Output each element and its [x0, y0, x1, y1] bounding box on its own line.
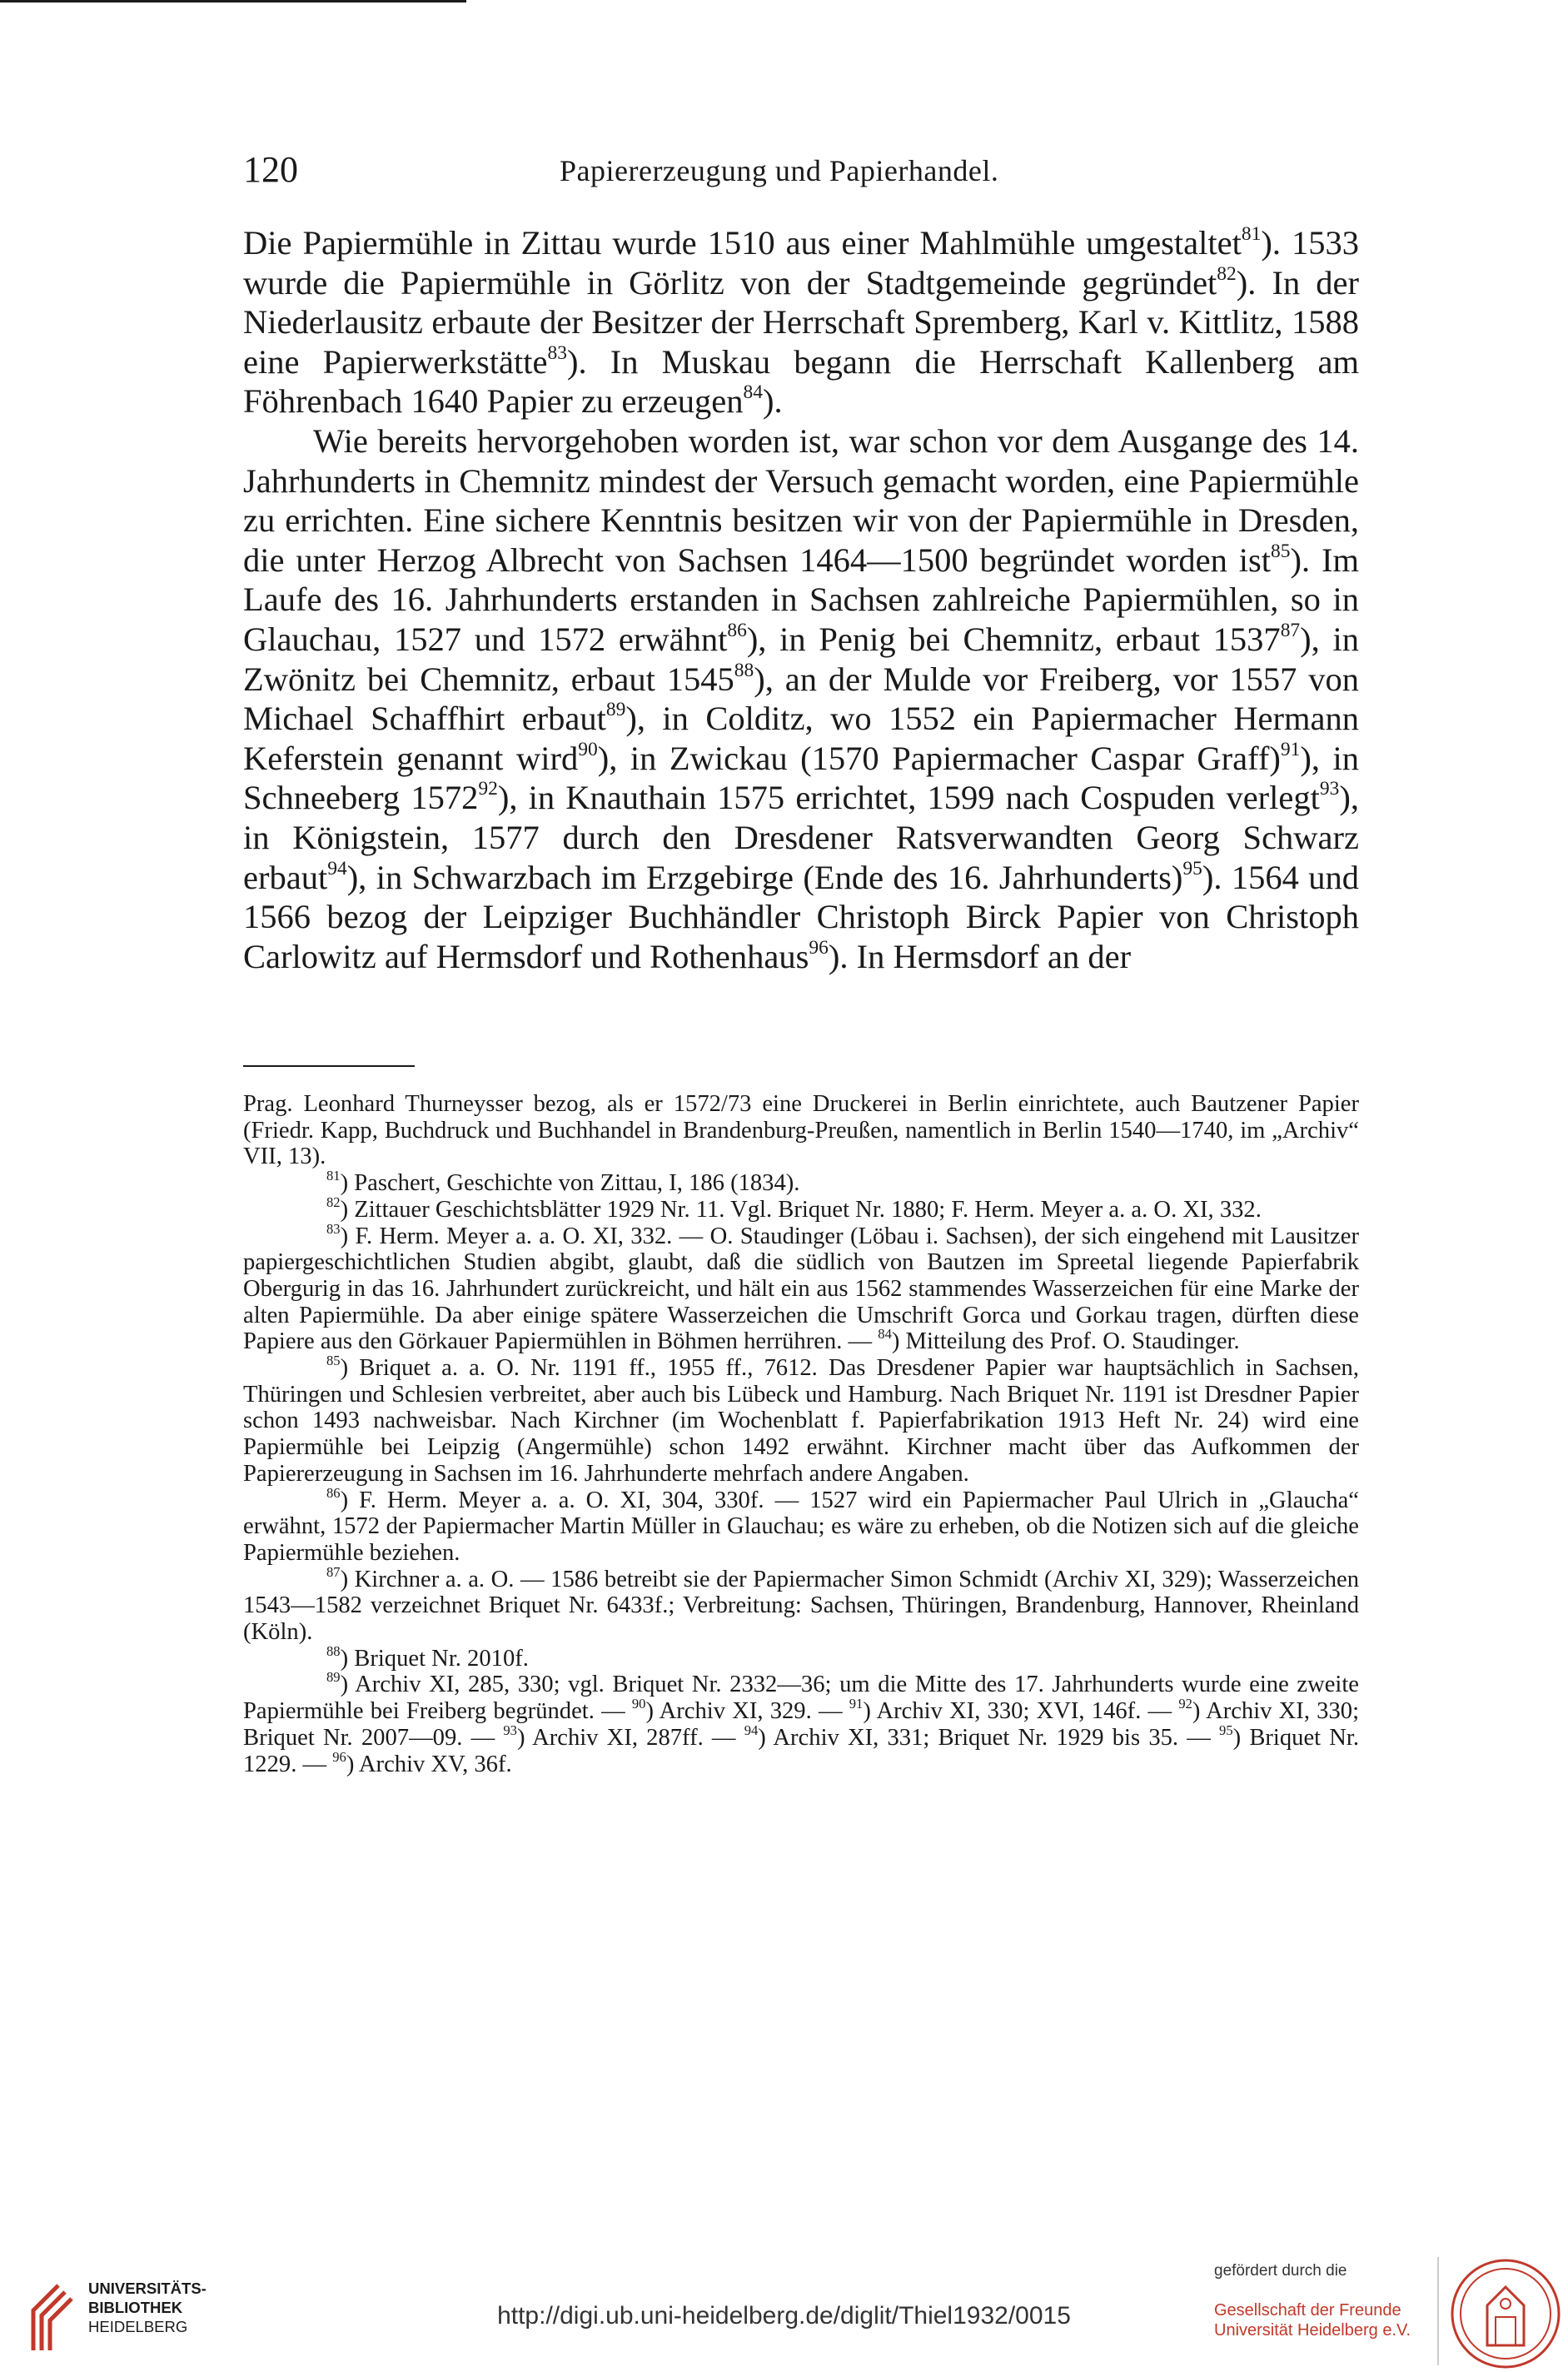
- footnote-82: $^{82}$) Zittauer Geschichtsblätter 1929 Nr. 11. Vgl. Briquet Nr. 1880; F. Herm. Meyer a. a. O. XI, 332.: [326, 1193, 1262, 1223]
- footnote-87: $^{87}$) Kirchner a. a. O. — 1586 betreibt sie der Papiermacher Simon Schmidt (Archiv XI, 329); Wasserzeichen 1543—1582 verzeichnet Briquet Nr. 6433f.; Verbreitung: Sachsen, Thüringen, Brandenburg, Hannover, Rheinland (Köln).: [243, 1563, 1359, 1646]
- footnote-ref: 96: [809, 936, 829, 959]
- footnote-ref: 95: [1182, 857, 1202, 880]
- footnote-89: $^{89}$) Archiv XI, 285, 330; vgl. Briquet Nr. 2332—36; um die Mitte des 17. Jahrhunderts wurde eine zweite Papiermühle bei Freiberg begründet. — $^{90}$) Archiv XI, 329. — $^{91}$) Archiv XI, 330; XVI, 146f. — $^{92}$) Archiv XI, 330; Briquet Nr. 2007—09. — $^{93}$) Archiv XI, 287ff. — $^{94}$) Archiv XI, 331; Briquet Nr. 1929 bis 35. — $^{95}$) Briquet Nr. 1229. — $^{96}$) Archiv XV, 36f.: [243, 1669, 1360, 1777]
- running-title: Papiererzeugung und Papierhandel.: [560, 154, 999, 187]
- footnote-ref: 88: [734, 659, 754, 681]
- footnote-ref: 82: [1217, 262, 1237, 285]
- footnotes: [243, 1091, 1359, 1777]
- page-number: 120: [243, 149, 298, 190]
- footnote-ref: 89: [605, 699, 626, 721]
- running-head: [243, 148, 1359, 198]
- footnote-ref: 81: [1241, 223, 1262, 246]
- main-text: [243, 223, 1359, 976]
- top-edge-line: [0, 0, 466, 2]
- footer: [0, 2249, 1568, 2372]
- sponsor-label: gefördert durch die: [1214, 2262, 1347, 2280]
- footnote-ref: 94: [327, 857, 347, 880]
- university-seal-icon: [1447, 2255, 1564, 2372]
- footnote-ref: 86: [727, 620, 747, 642]
- footnote-ref: 92: [478, 778, 498, 800]
- footnote-83: $^{83}$) F. Herm. Meyer a. a. O. XI, 332. — O. Staudinger (Löbau i. Sachsen), der sich eingehend mit Lausitzer papiergeschichtlichen Studien abgibt, glaubt, daß die südlich von Bautzen im Spreetal liegende Papierfabrik Obergurig in das 16. Jahrhundert zurückreicht, und hält ein aus 1562 stammendes Wasserzeichen für eine Marke der alten Papiermühle. Da aber einige spätere Wasserzeichen die Umschrift Gorca und Gorkau tragen, dürften diese Papiere aus den Görkauer Papiermühlen in Böhmen herrühren. — $^{84}$) Mitteilung des Prof. O. Staudinger.: [243, 1220, 1359, 1355]
- footnote-separator: [243, 1065, 415, 1067]
- library-name: UNIVERSITÄTS- BIBLIOTHEK HEIDELBERG: [88, 2280, 207, 2335]
- footnote-81: $^{81}$) Paschert, Geschichte von Zittau, I, 186 (1834).: [326, 1168, 800, 1197]
- sponsor-name: Gesellschaft der Freunde Universität Heidelberg e.V.: [1214, 2301, 1411, 2340]
- permalink-url[interactable]: http://digi.ub.uni-heidelberg.de/diglit/Thiel1932/0015: [497, 2302, 1071, 2330]
- footnote-ref: 87: [1280, 620, 1301, 642]
- footnote-86: $^{86}$) F. Herm. Meyer a. a. O. XI, 304, 330f. — 1527 wird ein Papiermacher Paul Ulrich in „Glaucha“ erwähnt, 1572 der Papiermacher Martin Müller in Glauchau; es wäre zu erheben, ob die Notizen sich auf die gleiche Papiermühle beziehen.: [243, 1484, 1359, 1566]
- footnote-88: $^{88}$) Briquet Nr. 2010f.: [326, 1642, 529, 1672]
- footer-divider: [1437, 2257, 1439, 2365]
- footnote-ref: 93: [1319, 778, 1340, 800]
- footnote-85: $^{85}$) Briquet a. a. O. Nr. 1191 ff., 1955 ff., 7612. Das Dresdener Papier war hauptsächlich in Sachsen, Thüringen und Schlesien verbreitet, aber auch bis Lübeck und Hamburg. Nach Briquet Nr. 1191 ist Dresdner Papier schon 1493 nachweisbar. Nach Kirchner (im Wochenblatt f. Papierfabrikation 1913 Heft Nr. 24) wird eine Papiermühle bei Leipzig (Angermühle) schon 1492 erwähnt. Kirchner macht über das Aufkommen der Papiererzeugung in Sachsen im 16. Jahrhunderte mehrfach andere Angaben.: [243, 1353, 1359, 1487]
- footnote-ref: 84: [743, 381, 764, 404]
- paragraph-1: Die Papiermühle in Zittau wurde 1510 aus einer Mahlmühle umgestaltet$^{81}$). 1533 wurde die Papiermühle in Görlitz von der Stadtgemeinde gegründet$^{82}$). In der Niederlausitz erbaute der Besitzer der Herrschaft Spremberg, Karl v. Kittlitz, 1588 eine Papierwerkstätte$^{83}$). In Muskau begann die Herrschaft Kallenberg am Föhrenbach 1640 Papier zu erzeugen$^{84}$).: [243, 223, 1359, 421]
- footnote-ref: 90: [578, 738, 598, 760]
- footnote-ref: 83: [547, 341, 567, 364]
- paragraph-2: Wie bereits hervorgehoben worden ist, war schon vor dem Ausgange des 14. Jahrhunderts in Chemnitz mindest der Versuch gemacht worden, eine Papiermühle zu errichten. Eine sichere Kenntnis besitzen wir von der Papiermühle in Dresden, die unter Herzog Albrecht von Sachsen 1464—1500 begründet worden ist$^{85}$). Im Laufe des 16. Jahrhunderts erstanden in Sachsen zahlreiche Papiermühlen, so in Glauchau, 1527 und 1572 erwähnt$^{86}$), in Penig bei Chemnitz, erbaut 1537$^{87}$), in Zwönitz bei Chemnitz, erbaut 1545$^{88}$), an der Mulde vor Freiberg, vor 1557 von Michael Schaffhirt erbaut$^{89}$), in Colditz, wo 1552 ein Papiermacher Hermann Keferstein genannt wird$^{90}$), in Zwickau (1570 Papiermacher Caspar Graff)$^{91}$), in Schneeberg 1572$^{92}$), in Knauthain 1575 errichtet, 1599 nach Cospuden verlegt$^{93}$), in Königstein, 1577 durch den Dresdener Ratsverwandten Georg Schwarz erbaut$^{94}$), in Schwarzbach im Erzgebirge (Ende des 16. Jahrhunderts)$^{95}$). 1564 und 1566 bezog der Leipziger Buchhändler Christoph Birck Papier von Christoph Carlowitz auf Hermsdorf und Rothenhaus$^{96}$). In Hermsdorf an der: [243, 421, 1360, 975]
- footnote-ref: 85: [1271, 540, 1291, 562]
- footnote-continuation: Prag. Leonhard Thurneysser bezog, als er 1572/73 eine Druckerei in Berlin einrichtete, auch Bautzener Papier (Friedr. Kapp, Buchdruck und Buchhandel in Brandenburg-Preußen, namentlich in Berlin 1540—1740, im „Archiv“ VII, 13).: [243, 1091, 1359, 1170]
- footnote-ref: 91: [1280, 738, 1301, 760]
